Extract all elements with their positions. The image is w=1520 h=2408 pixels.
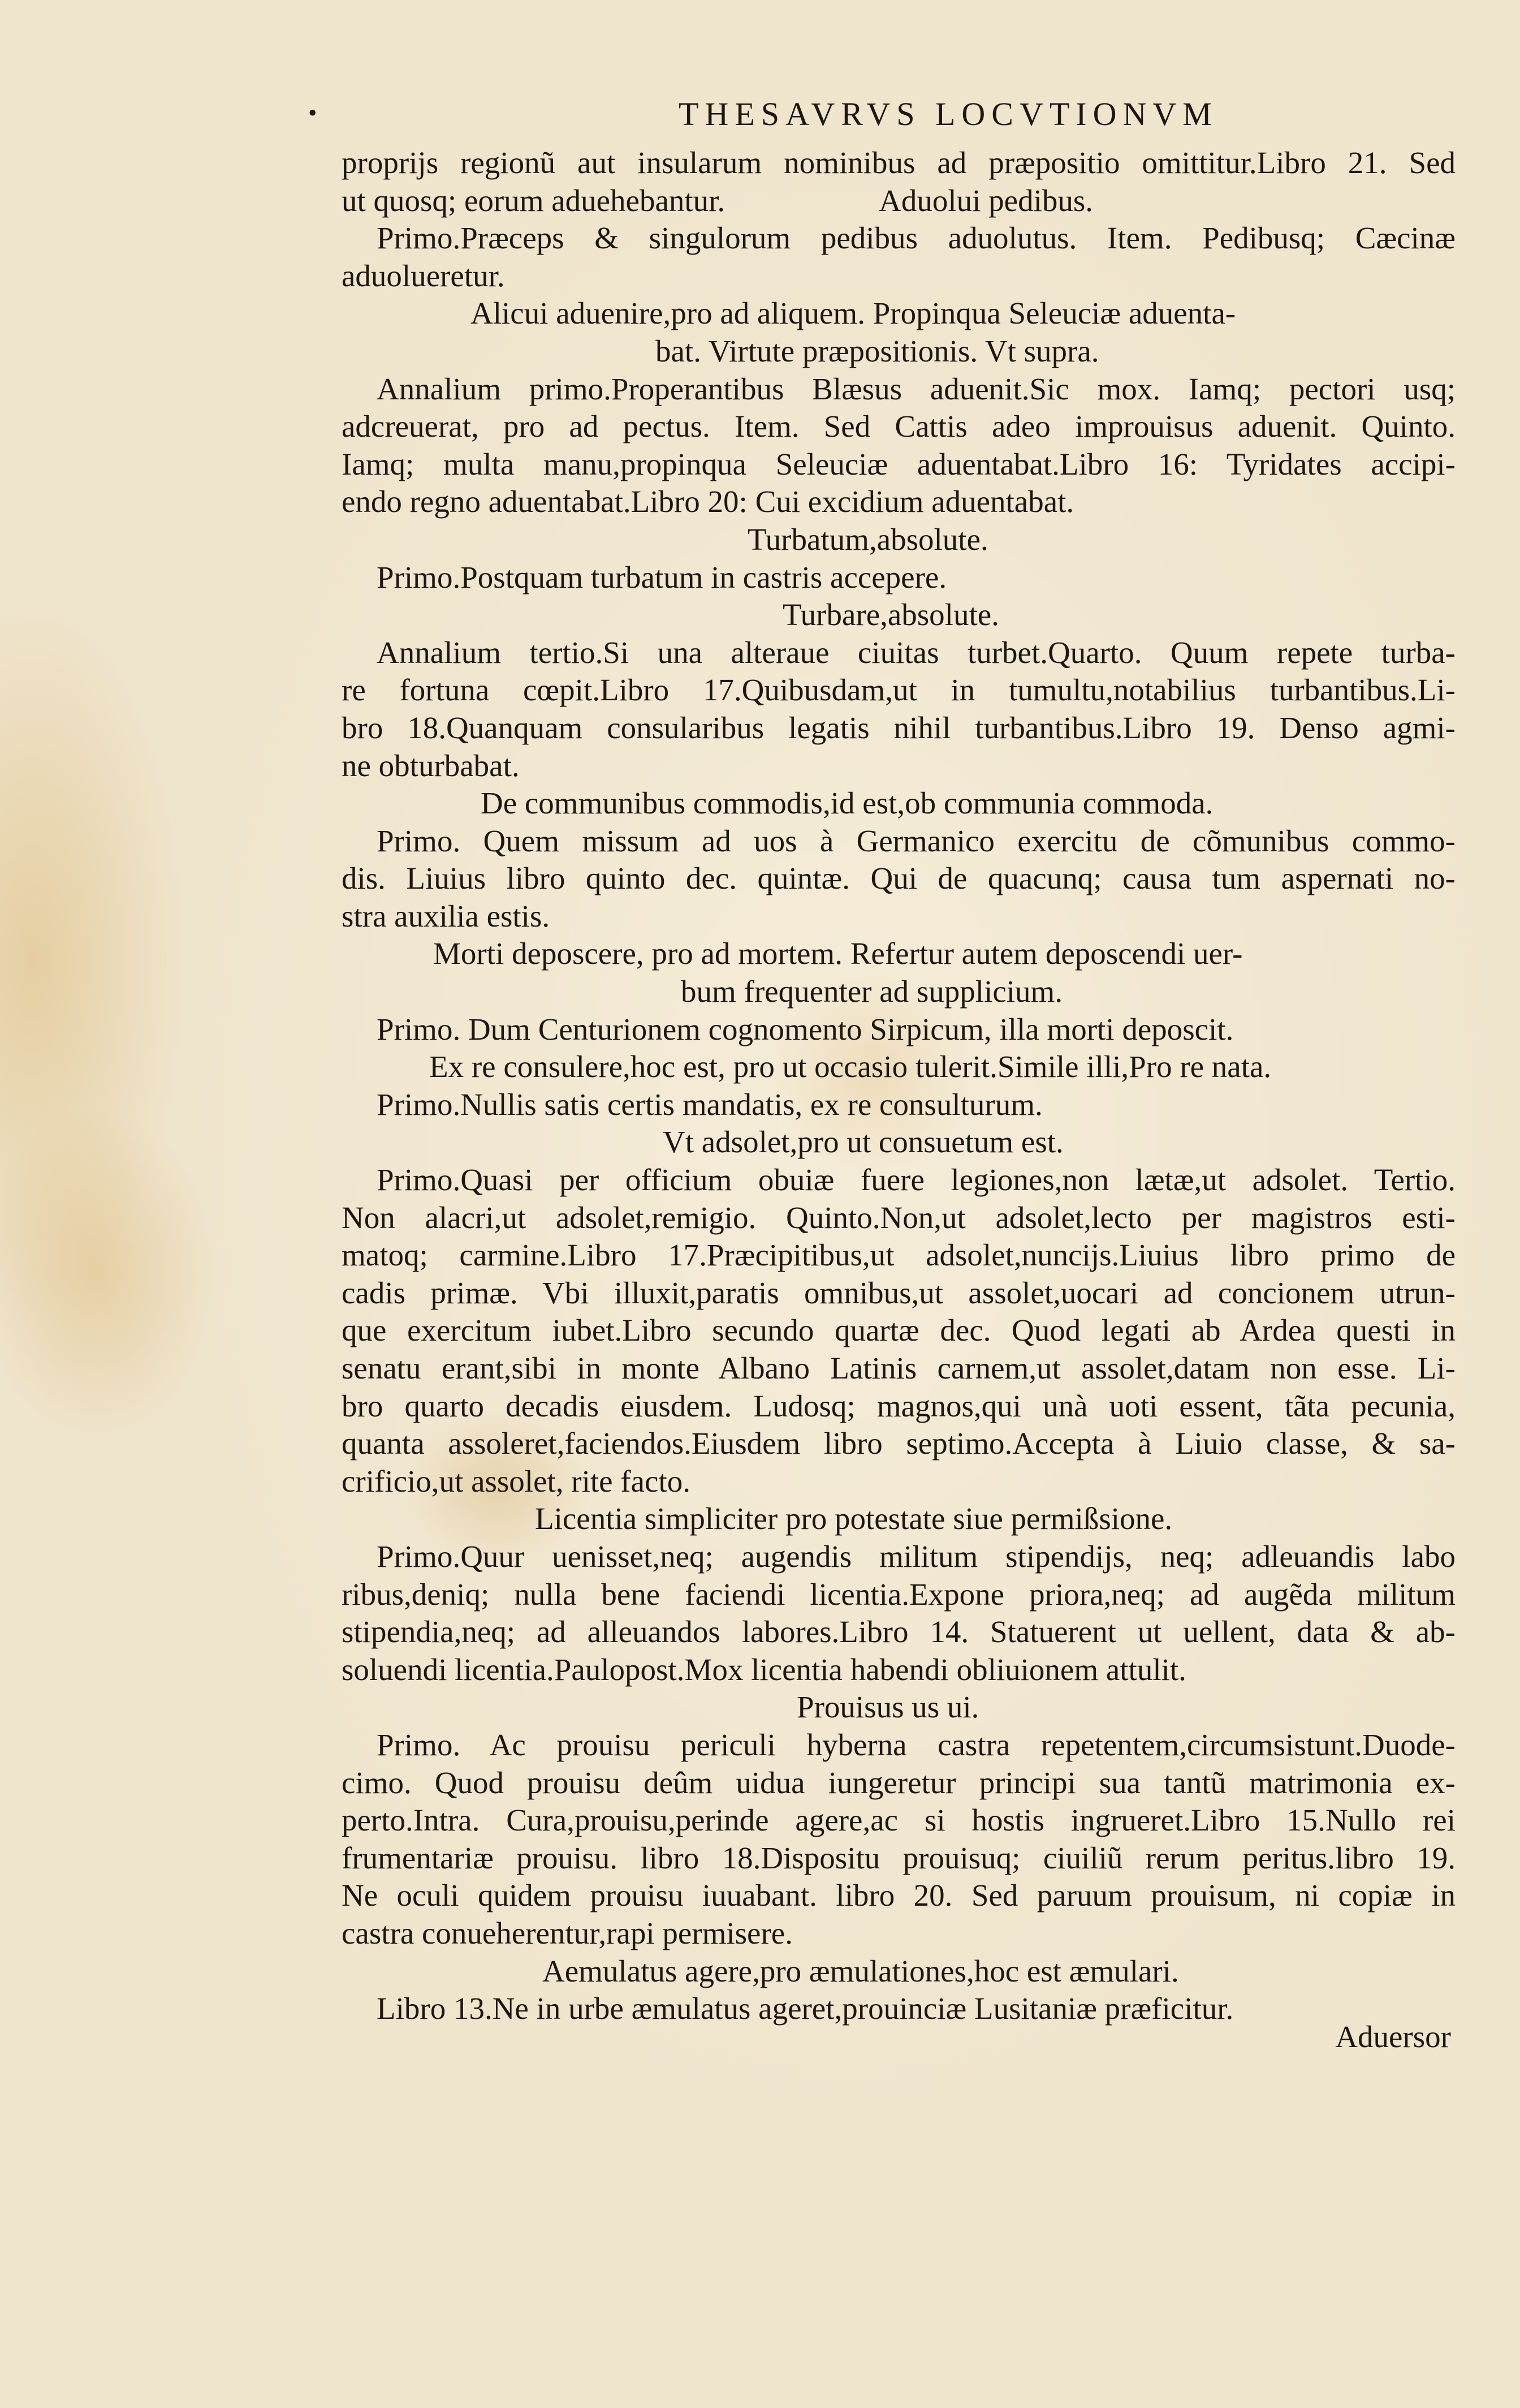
text-line: Primo. Ac prouisu periculi hyberna castra repetentem,circumsistunt.Duode- xyxy=(377,1727,1456,1762)
text-line: Primo.Quur uenisset,neq; augendis militum stipendijs, neq; adleuandis labo xyxy=(377,1539,1456,1574)
text-line: Primo.Postquam turbatum in castris accepere. xyxy=(377,559,947,595)
text-line: Ex re consulere,hoc est, pro ut occasio tulerit.Simile illi,Pro re nata. xyxy=(429,1049,1272,1084)
text-line: bum frequenter ad supplicium. xyxy=(681,974,1063,1009)
text-line: aduolueretur. xyxy=(342,258,505,293)
text-line: Morti deposcere, pro ad mortem. Refertur autem deposcendi uer- xyxy=(433,936,1243,971)
text-line: Non alacri,ut adsolet,remigio. Quinto.Non,ut adsolet,lecto per magistros esti- xyxy=(342,1200,1456,1235)
text-line: Primo. Quem missum ad uos à Germanico exercitu de cõmunibus commo- xyxy=(377,823,1456,858)
text-line: bro quarto decadis eiusdem. Ludosq; magnos,qui unà uoti essent, tãta pecunia, xyxy=(342,1388,1456,1423)
text-line: que exercitum iubet.Libro secundo quartæ dec. Quod legati ab Ardea questi in xyxy=(342,1313,1456,1348)
text-block xyxy=(342,144,1456,2028)
text-line: quanta assoleret,faciendos.Eiusdem libro septimo.Accepta à Liuio classe, & sa- xyxy=(342,1426,1456,1461)
text-line: frumentariæ prouisu. libro 18.Dispositu prouisuq; ciuiliũ rerum peritus.libro 19. xyxy=(342,1840,1456,1875)
text-line: De communibus commodis,id est,ob communia commoda. xyxy=(481,786,1214,821)
text-line: Iamq; multa manu,propinqua Seleuciæ aduentabat.Libro 16: Tyridates accipi- xyxy=(342,446,1456,481)
text-line: bro 18.Quanquam consularibus legatis nihil turbantibus.Libro 19. Denso agmi- xyxy=(342,710,1456,745)
text-line: propriјs regionũ aut insularum nominibus ad præpositio omittitur.Libro 21. Sed xyxy=(342,145,1456,180)
text-line: stipendia,neq; ad alleuandos labores.Libro 14. Statuerent ut uellent, data & ab- xyxy=(342,1614,1456,1649)
text-line: Annalium tertio.Si una alteraue ciuitas turbet.Quarto. Quum repete turba- xyxy=(377,635,1456,670)
text-line: Libro 13.Ne in urbe æmulatus ageret,prouinciæ Lusitaniæ præficitur. xyxy=(377,1991,1234,2026)
text-line: dis. Liuius libro quinto dec. quintæ. Qui de quacunq; causa tum aspernati no- xyxy=(342,861,1456,896)
text-line: endo regno aduentabat.Libro 20: Cui excidium aduentabat. xyxy=(342,484,1074,519)
text-line: Primo. Dum Centurionem cognomento Sirpicum, illa morti deposcit. xyxy=(377,1011,1234,1046)
text-line: soluendi licentia.Paulopost.Mox licentia habendi obliuionem attulit. xyxy=(342,1652,1186,1687)
text-line: adcreuerat, pro ad pectus. Item. Sed Cattis adeo improuisus aduenit. Quinto. xyxy=(342,409,1456,444)
text-line: cadis primæ. Vbi illuxit,paratis omnibus,ut assolet,uocari ad concionem utrun- xyxy=(342,1275,1456,1310)
text-line: matoq; carmine.Libro 17.Præcipitibus,ut adsolet,nuncijs.Liuius libro primo de xyxy=(342,1238,1456,1273)
folio-mark: • xyxy=(308,99,317,127)
text-line: ribus,deniq; nulla bene faciendi licentia.Expone priora,neq; ad augẽda militum xyxy=(342,1576,1456,1612)
text-line: cimo. Quod prouisu deûm uidua iungeretur principi sua tantũ matrimonia ex- xyxy=(342,1765,1456,1800)
running-title: THESAVRVS LOCVTIONVM xyxy=(679,96,1218,132)
text-line: Primo.Præceps & singulorum pedibus aduolutus. Item. Pedibusq; Cæcinæ xyxy=(377,221,1456,256)
text-line: perto.Intra. Cura,prouisu,perinde agere,ac si hostis ingrueret.Libro 15.Nullo rei xyxy=(342,1803,1456,1838)
text-line: Licentia simpliciter pro potestate siue permißsione. xyxy=(535,1501,1173,1536)
text-line: Prouisus us ui. xyxy=(797,1690,979,1725)
text-line: Aemulatus agere,pro æmulationes,hoc est æmulari. xyxy=(542,1953,1179,1988)
text-line: Ne oculi quidem prouisu iuuabant. libro 20. Sed paruum prouisum, ni copiæ in xyxy=(342,1878,1456,1913)
text-line: bat. Virtute præpositionis. Vt supra. xyxy=(655,333,1099,368)
text-line: Vt adsolet,pro ut consuetum est. xyxy=(663,1125,1064,1160)
text-line: stra auxilia estis. xyxy=(342,898,550,933)
text-line: Primo.Quasi per officium obuiæ fuere legiones,non lætæ,ut adsolet. Tertio. xyxy=(377,1162,1456,1197)
text-line: Alicui aduenire,pro ad aliquem. Propinqua Seleuciæ aduenta- xyxy=(470,296,1236,331)
text-line: Annalium primo.Properantibus Blæsus aduenit.Sic mox. Iamq; pectori usq; xyxy=(377,371,1456,406)
text-line: Primo.Nullis satis certis mandatis, ex re consulturum. xyxy=(377,1087,1043,1122)
page-header xyxy=(294,94,1493,135)
text-line: Turbatum,absolute. xyxy=(748,522,988,557)
text-line: castra conueherentur,rapi permisere. xyxy=(342,1915,793,1950)
catchword: Aduersor xyxy=(1335,2019,1451,2054)
text-line: crificio,ut assolet, rite facto. xyxy=(342,1463,690,1498)
text-line: ut quosq; eorum aduehebantur. Aduolui pedibus. xyxy=(342,183,1094,218)
text-line: re fortuna cœpit.Libro 17.Quibusdam,ut in tumultu,notabilius turbantibus.Li- xyxy=(342,673,1456,708)
text-line: Turbare,absolute. xyxy=(783,597,999,632)
text-line: ne obturbabat. xyxy=(342,748,520,783)
text-line: senatu erant,sibi in monte Albano Latinis carnem,ut assolet,datam non esse. Li- xyxy=(342,1351,1456,1385)
